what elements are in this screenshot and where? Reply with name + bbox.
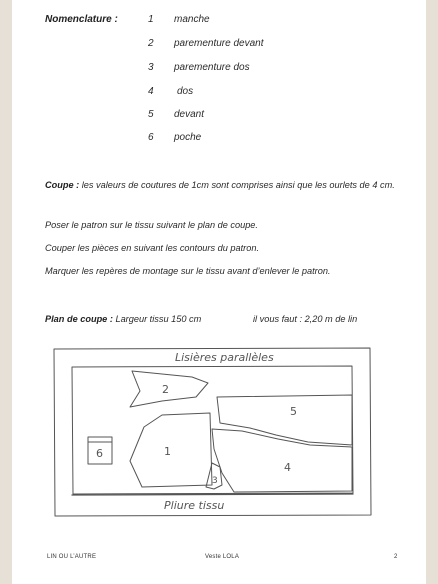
nomenclature-title: Nomenclature : xyxy=(45,14,118,25)
piece-1-shape xyxy=(130,413,212,487)
item-label: parementure dos xyxy=(174,62,250,73)
item-label: manche xyxy=(174,14,210,25)
page-number: 2 xyxy=(394,554,398,560)
piece-5-label: 5 xyxy=(290,405,297,418)
nomenclature-item xyxy=(148,109,204,120)
selvedges-label: Lisières parallèles xyxy=(175,351,274,364)
piece-4-shape xyxy=(212,429,352,492)
nomenclature-item xyxy=(148,38,264,49)
instruction-line: Marquer les repères de montage sur le tissu avant d’enlever le patron. xyxy=(45,266,331,276)
item-number: 1 xyxy=(148,14,154,25)
item-number: 3 xyxy=(148,62,154,73)
piece-6-label: 6 xyxy=(96,447,103,460)
diagram-labels xyxy=(96,351,297,512)
coupe-title: Coupe : xyxy=(45,180,80,190)
piece-2-label: 2 xyxy=(162,383,169,396)
piece-4-label: 4 xyxy=(284,461,291,474)
piece-3-label: 3 xyxy=(212,476,218,486)
piece-2-shape xyxy=(130,371,208,407)
document-page xyxy=(12,0,426,584)
item-label: poche xyxy=(174,132,202,143)
fold-label: Pliure tissu xyxy=(164,499,225,512)
nomenclature-item xyxy=(148,86,193,97)
coupe-paragraph xyxy=(45,178,395,193)
plan-de-coupe-line xyxy=(45,314,358,324)
piece-5-shape xyxy=(217,395,352,445)
footer-left: LIN OU L’AUTRE xyxy=(47,554,97,560)
plan-title: Plan de coupe : xyxy=(45,314,113,324)
nomenclature-item xyxy=(148,14,210,25)
nomenclature-item xyxy=(148,62,250,73)
item-number: 6 xyxy=(148,132,154,143)
cutting-layout-diagram xyxy=(52,345,372,520)
piece-1-label: 1 xyxy=(164,445,171,458)
footer-center: Veste LOLA xyxy=(205,554,240,560)
fabric-needed: il vous faut : 2,20 m de lin xyxy=(253,314,358,324)
item-number: 2 xyxy=(148,38,154,49)
item-number: 5 xyxy=(148,109,154,120)
item-label: parementure devant xyxy=(174,38,264,49)
fabric-width: Largeur tissu 150 cm xyxy=(112,314,202,324)
item-label: dos xyxy=(177,86,194,97)
instruction-line: Poser le patron sur le tissu suivant le plan de coupe. xyxy=(45,220,258,230)
nomenclature-item xyxy=(148,132,201,143)
coupe-text: les valeurs de coutures de 1cm sont comprises ainsi que les ourlets de 4 cm. xyxy=(79,180,395,190)
item-label: devant xyxy=(174,109,205,120)
instruction-line: Couper les pièces en suivant les contours du patron. xyxy=(45,243,259,253)
item-number: 4 xyxy=(148,86,154,97)
